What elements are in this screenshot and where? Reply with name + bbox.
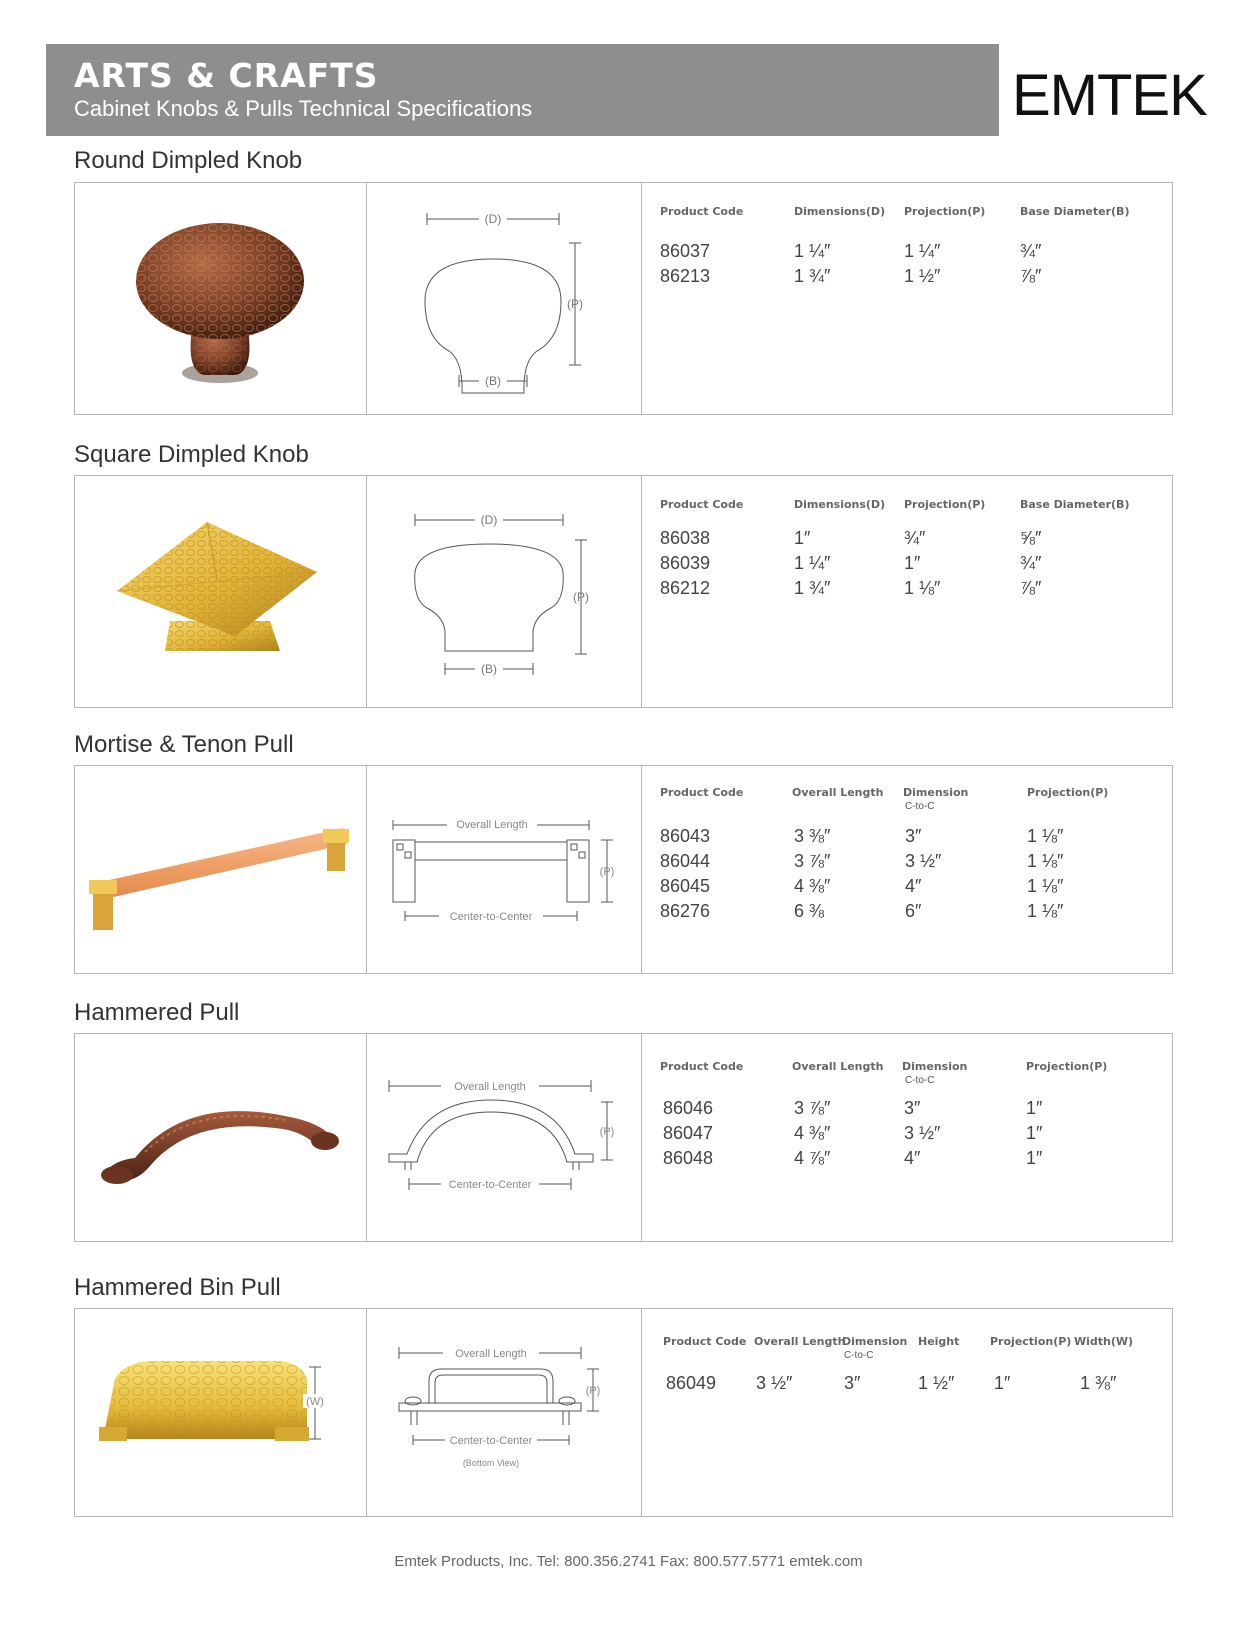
drawing-label-center-to-center: Center-to-Center bbox=[448, 1179, 532, 1191]
product-photo bbox=[75, 476, 367, 707]
table-cell: 1″ bbox=[794, 528, 811, 548]
page-subtitle: Cabinet Knobs & Pulls Technical Specifications bbox=[74, 96, 533, 121]
table-cell: ¾″ bbox=[904, 528, 926, 548]
column-header: Product Code bbox=[660, 205, 744, 218]
table-cell: 3″ bbox=[844, 1373, 861, 1393]
table-cell: 86043 bbox=[660, 826, 711, 846]
spec-box-round-knob bbox=[74, 182, 1173, 415]
table-cell: 4 ⅜″ bbox=[794, 1123, 831, 1143]
drawing-label-d: (D) bbox=[484, 212, 502, 226]
drawing-label-p: (P) bbox=[585, 1385, 601, 1397]
table-cell: ⅝″ bbox=[1020, 528, 1042, 548]
table-cell: 86212 bbox=[660, 578, 711, 598]
column-header: Projection(P) bbox=[1027, 786, 1109, 799]
column-header: Dimensions(D) bbox=[794, 498, 886, 511]
section-title: Hammered Bin Pull bbox=[74, 1274, 281, 1301]
technical-drawing bbox=[367, 183, 642, 414]
table-cell: 6″ bbox=[905, 901, 922, 921]
column-header: Projection(P) bbox=[990, 1335, 1072, 1348]
header-banner bbox=[46, 44, 999, 136]
table-cell: 1 ¾″ bbox=[794, 578, 831, 598]
drawing-label-overall-length: Overall Length bbox=[455, 1348, 527, 1360]
table-cell: 86047 bbox=[663, 1123, 714, 1143]
table-cell: 1″ bbox=[904, 553, 921, 573]
drawing-label-center-to-center: Center-to-Center bbox=[449, 911, 533, 923]
table-cell: ⅞″ bbox=[1020, 578, 1042, 598]
table-cell: 1″ bbox=[1026, 1123, 1043, 1143]
drawing-label-p: (P) bbox=[599, 866, 615, 878]
table-cell: 86037 bbox=[660, 241, 711, 261]
drawing-label-overall-length: Overall Length bbox=[456, 819, 528, 831]
drawing-label-p: (P) bbox=[573, 590, 589, 604]
table-cell: 1 ¾″ bbox=[794, 266, 831, 286]
table-cell: 86213 bbox=[660, 266, 711, 286]
page-title: ARTS & CRAFTS bbox=[74, 56, 379, 95]
column-header: Dimension bbox=[903, 786, 969, 799]
column-header: Height bbox=[918, 1335, 960, 1348]
drawing-label-center-to-center: Center-to-Center bbox=[449, 1435, 533, 1447]
table-cell: 86046 bbox=[663, 1098, 714, 1118]
emtek-logo: EMTEK bbox=[1012, 63, 1207, 128]
column-header: Projection(P) bbox=[904, 498, 986, 511]
column-header: Base Diameter(B) bbox=[1020, 498, 1130, 511]
table-cell: 86049 bbox=[666, 1373, 717, 1393]
spec-table bbox=[642, 766, 1172, 973]
table-cell: 1″ bbox=[1026, 1148, 1043, 1168]
drawing-label-d: (D) bbox=[480, 513, 498, 527]
table-cell: 1 ½″ bbox=[918, 1373, 955, 1393]
table-cell: 3 ⅜″ bbox=[794, 826, 831, 846]
table-cell: 4″ bbox=[905, 876, 922, 896]
technical-drawing bbox=[367, 1309, 642, 1516]
drawing-label-b: (B) bbox=[481, 662, 497, 676]
table-cell: 3 ⅞″ bbox=[794, 851, 831, 871]
table-cell: 86276 bbox=[660, 901, 711, 921]
column-header: Base Diameter(B) bbox=[1020, 205, 1130, 218]
product-photo bbox=[75, 183, 367, 414]
product-photo bbox=[75, 1309, 367, 1516]
drawing-label-b: (B) bbox=[485, 374, 501, 388]
table-cell: 86039 bbox=[660, 553, 711, 573]
spec-box-hammered-bin-pull bbox=[74, 1308, 1173, 1517]
section-title: Round Dimpled Knob bbox=[74, 147, 303, 174]
spec-table bbox=[642, 1309, 1172, 1516]
spec-table bbox=[642, 476, 1172, 707]
spec-box-square-knob bbox=[74, 475, 1173, 708]
table-cell: 1 ½″ bbox=[904, 266, 941, 286]
table-cell: 1 ⅜″ bbox=[1080, 1373, 1117, 1393]
table-cell: 3 ½″ bbox=[904, 1123, 941, 1143]
column-header: Dimension bbox=[842, 1335, 908, 1348]
table-cell: 86044 bbox=[660, 851, 711, 871]
column-header: Projection(P) bbox=[904, 205, 986, 218]
drawing-label-p: (P) bbox=[567, 297, 583, 311]
column-header: Product Code bbox=[660, 786, 744, 799]
section-title: Square Dimpled Knob bbox=[74, 441, 309, 468]
table-cell: 3 ½″ bbox=[756, 1373, 793, 1393]
section-title: Mortise & Tenon Pull bbox=[74, 731, 294, 758]
footer-contact: Emtek Products, Inc. Tel: 800.356.2741 Fax: 800.577.5771 emtek.com bbox=[394, 1553, 863, 1570]
column-subheader: C-to-C bbox=[905, 1075, 935, 1086]
table-cell: 1 ⅛″ bbox=[904, 578, 941, 598]
technical-drawing bbox=[367, 766, 642, 973]
technical-drawing bbox=[367, 476, 642, 707]
table-cell: 1 ⅛″ bbox=[1027, 826, 1064, 846]
product-photo bbox=[75, 1034, 367, 1241]
product-photo bbox=[75, 766, 367, 973]
table-cell: 1 ¼″ bbox=[794, 241, 831, 261]
table-cell: ¾″ bbox=[1020, 553, 1042, 573]
table-cell: 4 ⅜″ bbox=[794, 876, 831, 896]
table-cell: 3″ bbox=[904, 1098, 921, 1118]
table-cell: 86045 bbox=[660, 876, 711, 896]
column-header: Product Code bbox=[660, 498, 744, 511]
table-cell: 1″ bbox=[1026, 1098, 1043, 1118]
spec-table bbox=[642, 183, 1172, 414]
spec-box-mortise-tenon-pull bbox=[74, 765, 1173, 974]
drawing-label-bottom-view: (Bottom View) bbox=[462, 1458, 520, 1468]
drawing-label-w: (W) bbox=[306, 1396, 324, 1408]
column-header: Dimension bbox=[902, 1060, 968, 1073]
column-header: Overall Length bbox=[792, 786, 884, 799]
table-cell: 3″ bbox=[905, 826, 922, 846]
table-cell: 3 ½″ bbox=[905, 851, 942, 871]
table-cell: 1 ⅛″ bbox=[1027, 876, 1064, 896]
column-subheader: C-to-C bbox=[844, 1350, 874, 1361]
column-header: Projection(P) bbox=[1026, 1060, 1108, 1073]
table-cell: 4 ⅞″ bbox=[794, 1148, 831, 1168]
column-header: Width(W) bbox=[1074, 1335, 1134, 1348]
spec-table bbox=[642, 1034, 1172, 1241]
technical-drawing bbox=[367, 1034, 642, 1241]
table-cell: 1″ bbox=[994, 1373, 1011, 1393]
table-cell: 1 ¼″ bbox=[794, 553, 831, 573]
column-header: Product Code bbox=[660, 1060, 744, 1073]
table-cell: 1 ¼″ bbox=[904, 241, 941, 261]
table-cell: ¾″ bbox=[1020, 241, 1042, 261]
table-cell: 4″ bbox=[904, 1148, 921, 1168]
drawing-label-p: (P) bbox=[599, 1126, 615, 1138]
column-header: Overall Length bbox=[792, 1060, 884, 1073]
spec-box-hammered-pull bbox=[74, 1033, 1173, 1242]
column-header: Overall Length bbox=[754, 1335, 846, 1348]
table-cell: ⅞″ bbox=[1020, 266, 1042, 286]
table-cell: 3 ⅞″ bbox=[794, 1098, 831, 1118]
table-cell: 1 ⅛″ bbox=[1027, 851, 1064, 871]
section-title: Hammered Pull bbox=[74, 999, 240, 1026]
column-subheader: C-to-C bbox=[905, 801, 935, 812]
column-header: Product Code bbox=[663, 1335, 747, 1348]
table-cell: 86038 bbox=[660, 528, 711, 548]
drawing-label-overall-length: Overall Length bbox=[454, 1081, 526, 1093]
table-cell: 6 ⅜ bbox=[794, 901, 825, 921]
column-header: Dimensions(D) bbox=[794, 205, 886, 218]
table-cell: 1 ⅛″ bbox=[1027, 901, 1064, 921]
table-cell: 86048 bbox=[663, 1148, 714, 1168]
